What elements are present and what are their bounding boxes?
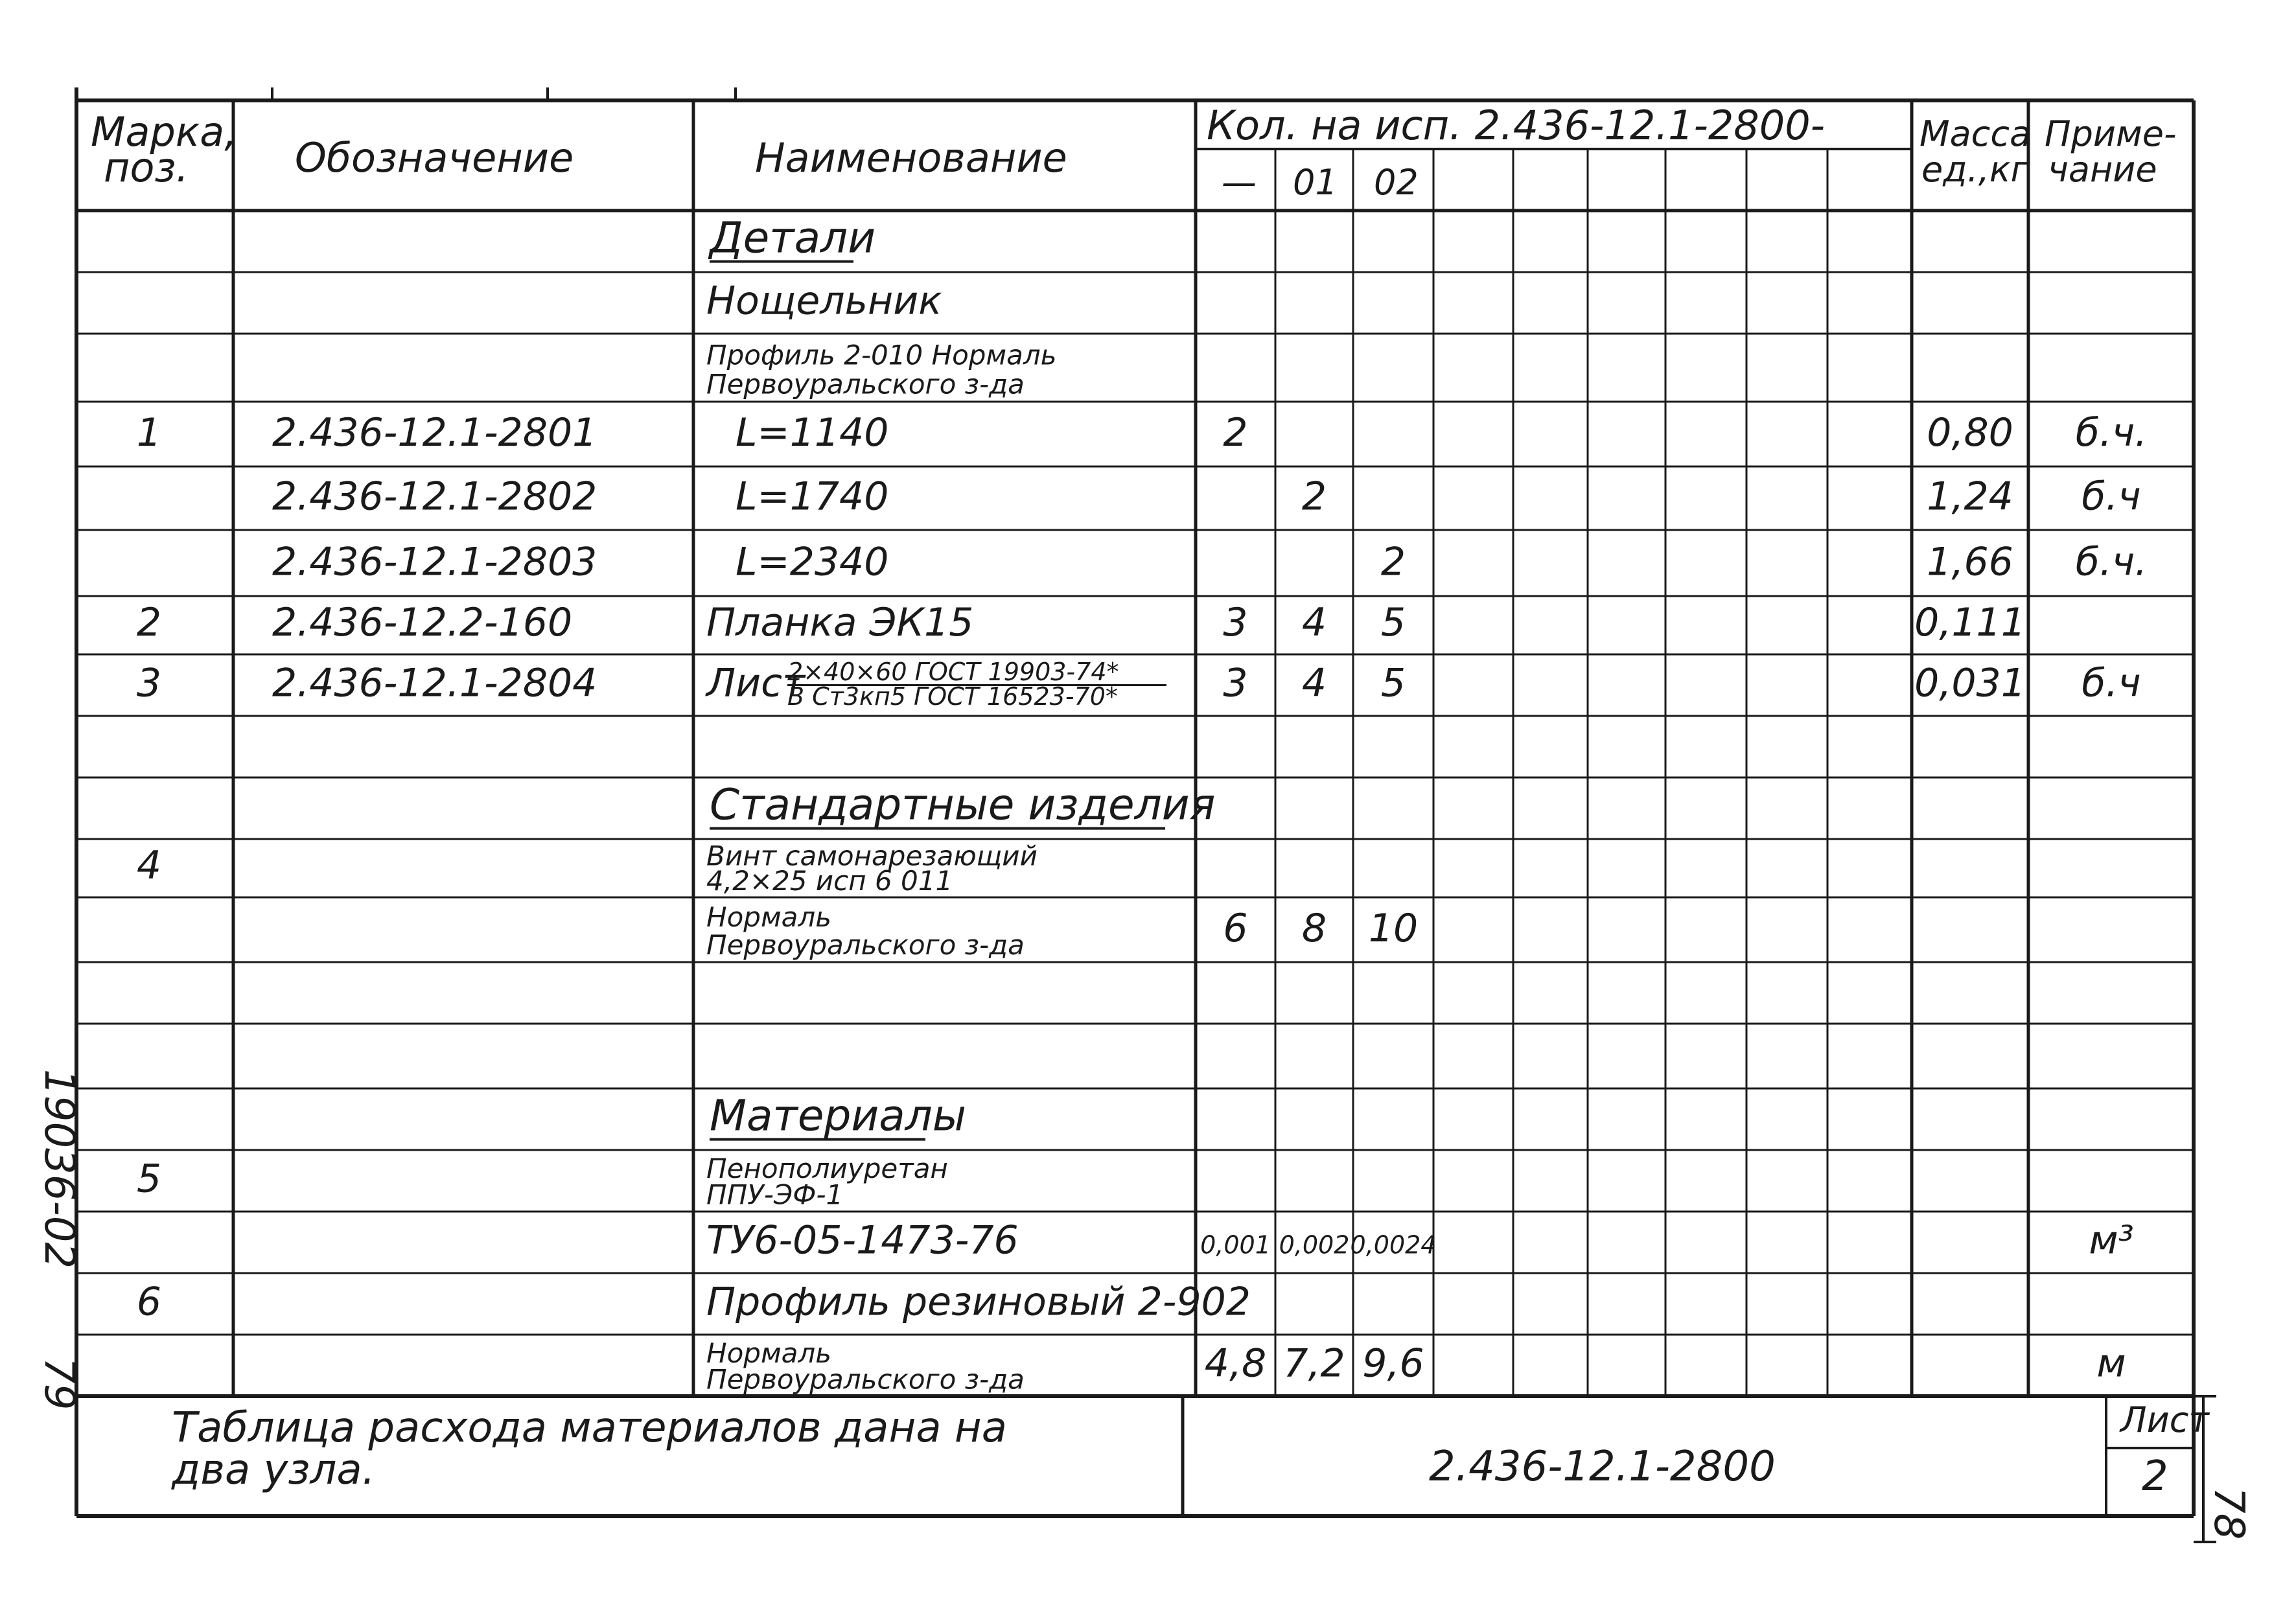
row-mass: 1,24 xyxy=(1927,474,2013,520)
row-note: б.ч xyxy=(2081,474,2141,520)
row-name: Профиль 2-010 Нормаль xyxy=(706,339,1057,371)
header-massa-2: ед.,кг xyxy=(1921,149,2029,190)
footer-list-value: 2 xyxy=(2142,1453,2168,1501)
row-quantity-1: 2 xyxy=(1223,410,1248,455)
footer-doc-number: 2.436-12.1-2800 xyxy=(1429,1443,1776,1491)
row-name: Профиль резиновый 2-902 xyxy=(706,1279,1251,1325)
row-name-line-2: Первоуральского з-да xyxy=(706,368,1025,400)
header-marka-2: поз. xyxy=(104,144,189,191)
row-quantity-2: 0,002 xyxy=(1279,1230,1350,1259)
row-name: Винт самонарезающий xyxy=(706,840,1038,872)
row-name: Нощельник xyxy=(706,278,942,324)
header-kol-col-3: 02 xyxy=(1374,162,1419,203)
row-quantity-1: 0,001 xyxy=(1200,1230,1271,1259)
header-marka: Марка, xyxy=(91,108,237,155)
row-quantity-3: 10 xyxy=(1368,906,1419,951)
row-position: 1 xyxy=(136,410,162,455)
row-name: Нормаль xyxy=(706,901,831,933)
header-kol-title: Кол. на исп. 2.436-12.1-2800- xyxy=(1207,102,1826,149)
header-naimenovanie: Наименование xyxy=(755,134,1067,181)
row-quantity-1: 4,8 xyxy=(1204,1340,1267,1386)
row-name-fraction-bottom: В Ст3кп5 ГОСТ 16523-70* xyxy=(787,682,1118,711)
margin-left-code: 19036-02 xyxy=(35,1069,83,1269)
row-mass: 1,66 xyxy=(1927,539,2013,585)
row-designation: 2.436-12.1-2801 xyxy=(272,410,597,455)
row-quantity-1: 3 xyxy=(1223,660,1248,706)
row-name: Пенополиуретан xyxy=(706,1152,948,1184)
row-position: 4 xyxy=(136,843,162,889)
row-name: L=1140 xyxy=(736,410,889,455)
row-name-line-2: 4,2×25 исп 6 011 xyxy=(706,865,953,897)
row-name-line-2: Первоуральского з-да xyxy=(706,929,1025,961)
margin-right-page: 78 xyxy=(2205,1487,2253,1540)
header-oboznachenie: Обозначение xyxy=(295,134,574,181)
row-designation: 2.436-12.1-2802 xyxy=(272,474,597,520)
row-name-line-2: ППУ-ЭФ-1 xyxy=(706,1179,844,1211)
row-quantity-3: 2 xyxy=(1380,539,1406,585)
row-name: ТУ6-05-1473-76 xyxy=(706,1217,1019,1263)
margin-left-page: 79 xyxy=(35,1357,83,1410)
header-kol-col-2: 01 xyxy=(1293,162,1338,203)
row-note: м³ xyxy=(2089,1217,2134,1263)
row-position: 5 xyxy=(136,1156,162,1202)
row-note: б.ч. xyxy=(2075,410,2148,455)
row-quantity-3: 5 xyxy=(1380,600,1406,646)
section-title: Материалы xyxy=(710,1090,966,1141)
row-name: Нормаль xyxy=(706,1337,831,1369)
row-mass: 0,80 xyxy=(1927,410,2013,455)
row-quantity-3: 9,6 xyxy=(1362,1340,1424,1386)
row-name: Лист xyxy=(706,660,806,706)
row-note: б.ч xyxy=(2081,660,2141,706)
row-quantity-2: 7,2 xyxy=(1283,1340,1345,1386)
section-title: Детали xyxy=(710,213,876,263)
footer-list-label: Лист xyxy=(2120,1399,2209,1440)
row-mass: 0,031 xyxy=(1914,660,2026,706)
footer-note-line-2: два узла. xyxy=(172,1446,375,1494)
row-mass: 0,111 xyxy=(1914,600,2026,646)
header-massa: Масса xyxy=(1919,113,2032,154)
row-name: L=2340 xyxy=(736,539,889,585)
header-prim: Приме- xyxy=(2045,113,2177,154)
row-name: Планка ЭК15 xyxy=(706,600,974,646)
row-position: 2 xyxy=(136,600,162,646)
row-designation: 2.436-12.2-160 xyxy=(272,600,573,646)
header-kol-col-1: — xyxy=(1222,162,1257,203)
row-quantity-2: 4 xyxy=(1301,600,1327,646)
row-designation: 2.436-12.1-2804 xyxy=(272,660,597,706)
row-position: 3 xyxy=(136,660,162,706)
row-quantity-3: 0,0024 xyxy=(1350,1230,1437,1259)
row-note: м xyxy=(2096,1340,2126,1386)
row-quantity-1: 3 xyxy=(1223,600,1248,646)
header-prim-2: чание xyxy=(2048,149,2157,190)
footer-note-line-1: Таблица расхода материалов дана на xyxy=(172,1404,1007,1452)
row-quantity-2: 4 xyxy=(1301,660,1327,706)
section-title: Стандартные изделия xyxy=(710,779,1216,830)
row-position: 6 xyxy=(136,1279,162,1325)
row-designation: 2.436-12.1-2803 xyxy=(272,539,597,585)
row-note: б.ч. xyxy=(2075,539,2148,585)
row-quantity-2: 2 xyxy=(1301,474,1327,520)
row-name-fraction-top: 2×40×60 ГОСТ 19903-74* xyxy=(787,657,1119,686)
row-name-line-2: Первоуральского з-да xyxy=(706,1363,1025,1396)
row-quantity-2: 8 xyxy=(1301,906,1327,951)
row-quantity-1: 6 xyxy=(1223,906,1248,951)
row-name: L=1740 xyxy=(736,474,889,520)
row-quantity-3: 5 xyxy=(1380,660,1406,706)
